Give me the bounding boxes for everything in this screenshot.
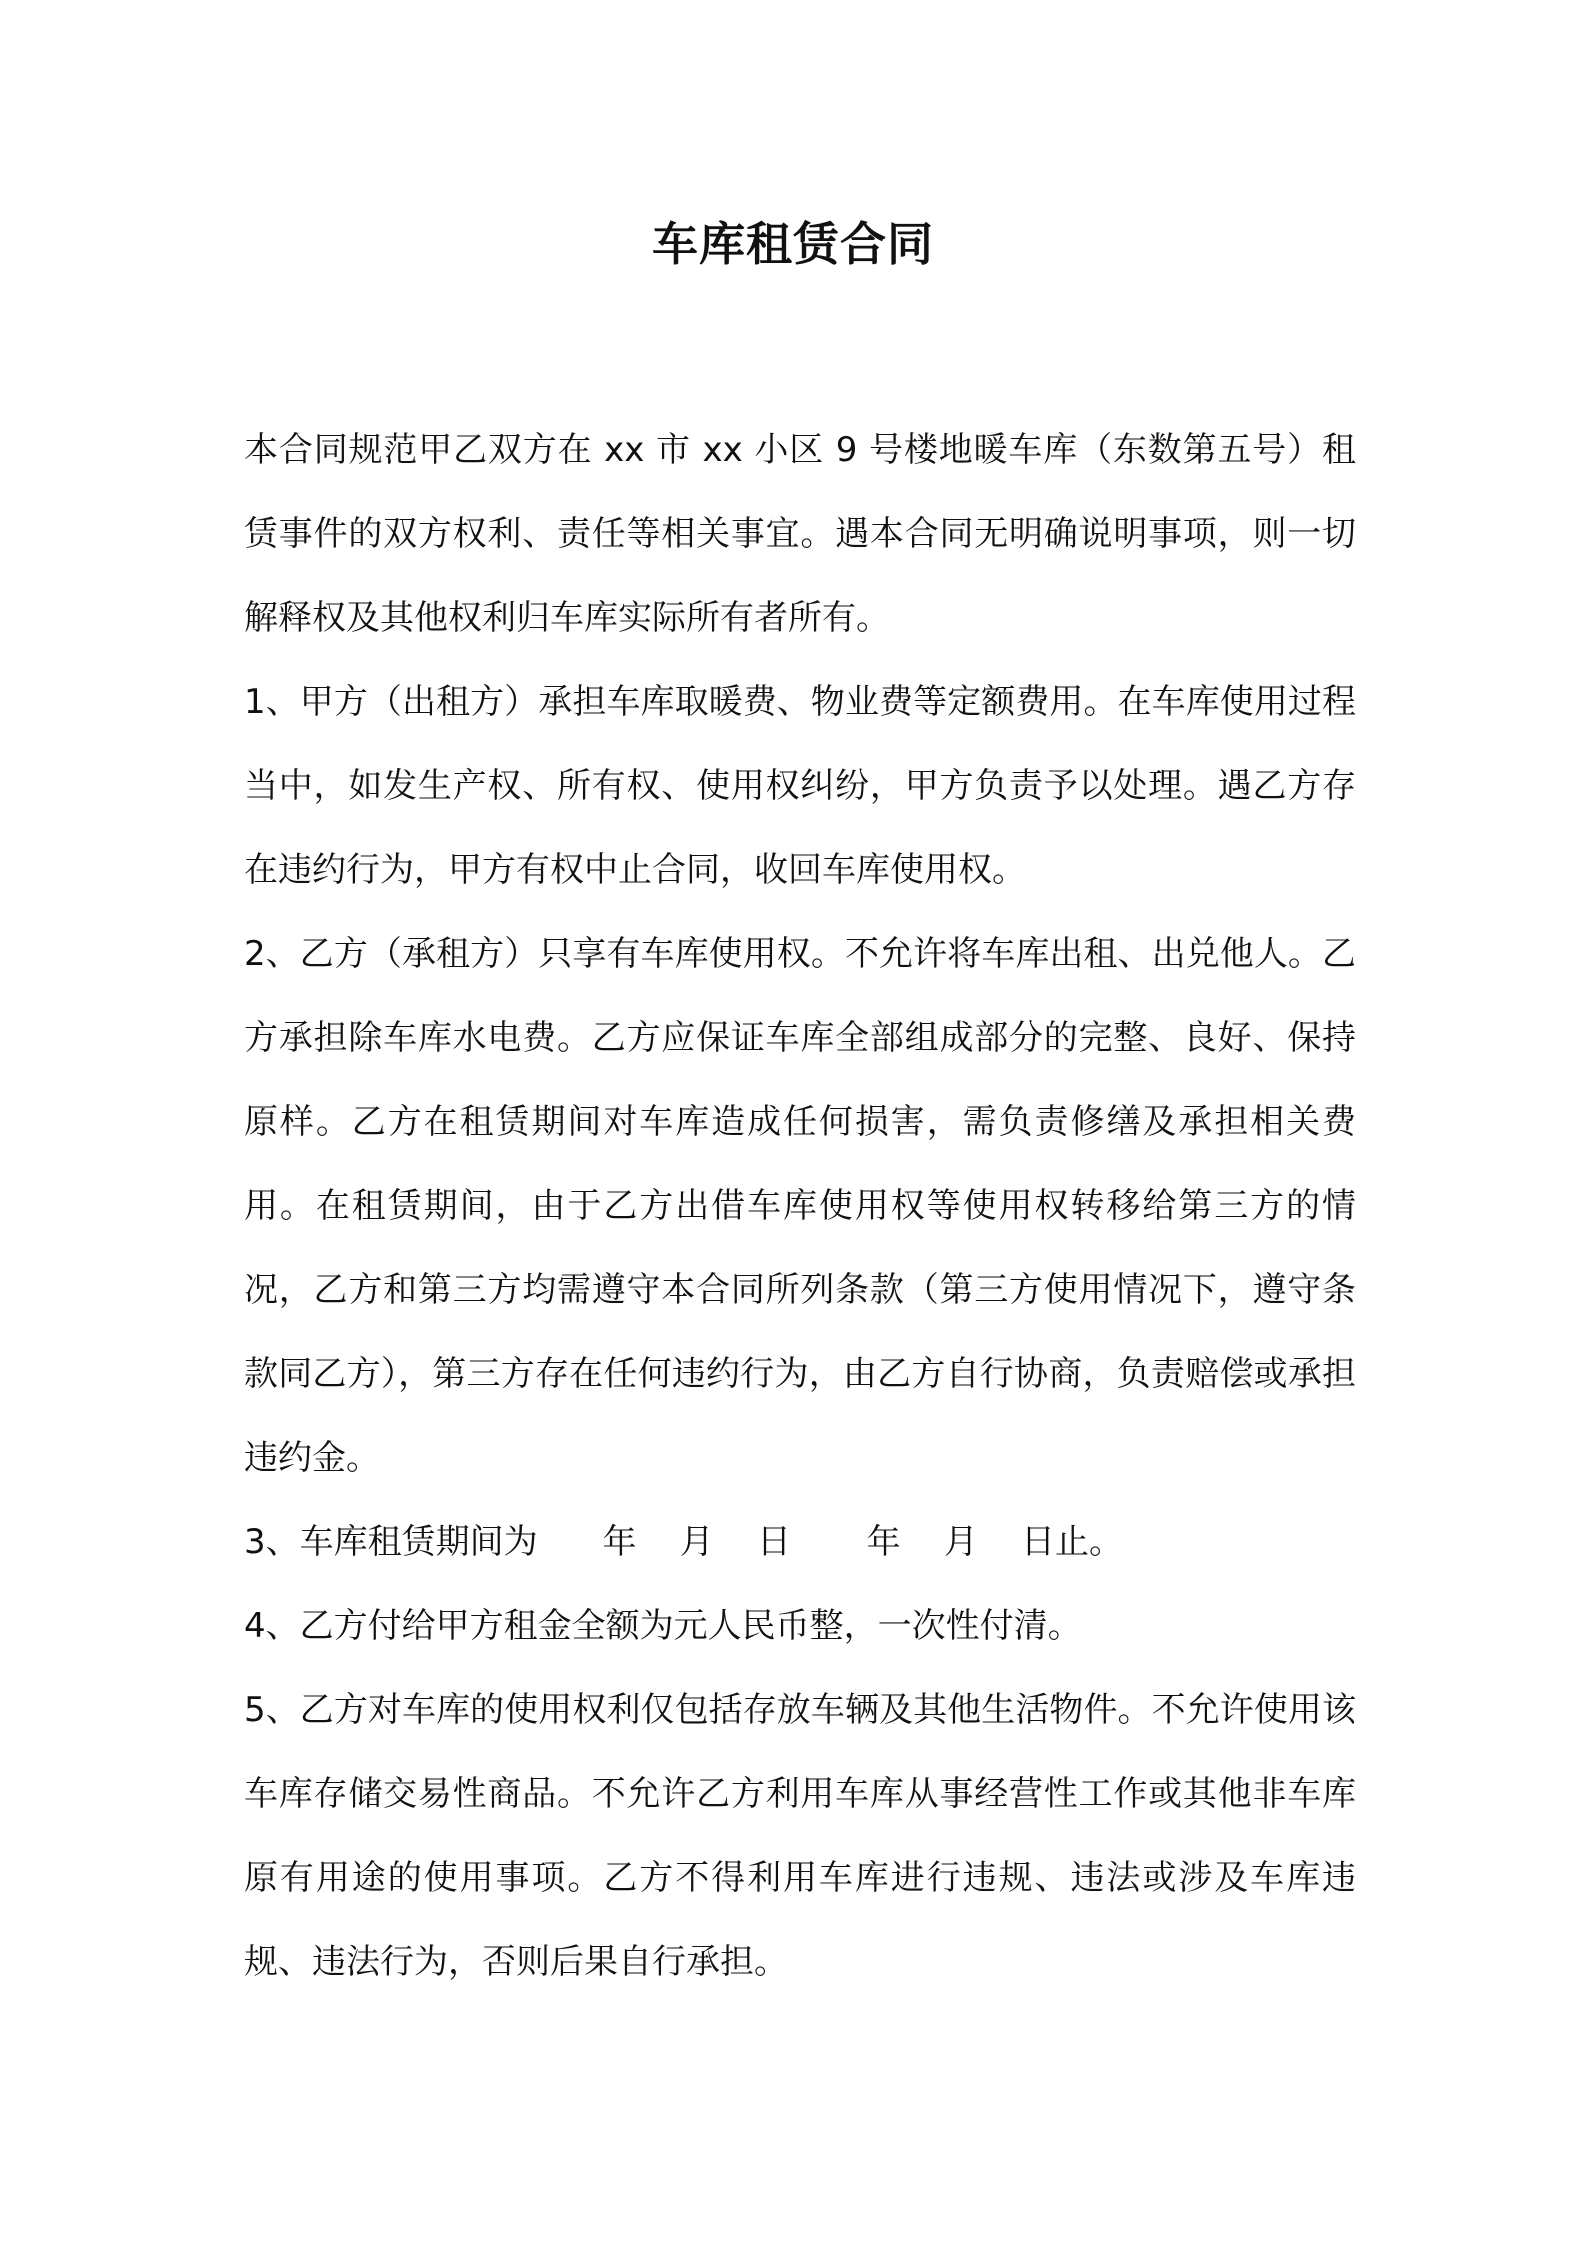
clause-2-paragraph: 2、乙方（承租方）只享有车库使用权。不允许将车库出租、出兑他人。乙方承担除车库水电费。乙方应保证车库全部组成部分的完整、良好、保持原样。乙方在租赁期间对车库造成任何损害，需负责修缮及承担相关费用。在租赁期间，由于乙方出借车库使用权等使用权转移给第三方的情况，乙方和第三方均需遵守本合同所列条款（第三方使用情况下，遵守条款同乙方），第三方存在任何违约行为，由乙方自行协商，负责赔偿或承担违约金。 [244,934,1356,1478]
clause-1-paragraph: 1、甲方（出租方）承担车库取暖费、物业费等定额费用。在车库使用过程当中，如发生产权、所有权、使用权纠纷，甲方负责予以处理。遇乙方存在违约行为，甲方有权中止合同，收回车库使用权。 [244,682,1356,890]
preamble-paragraph: 本合同规范甲乙双方在 xx 市 xx 小区 9 号楼地暖车库（东数第五号）租赁事件的双方权利、责任等相关事宜。遇本合同无明确说明事项，则一切解释权及其他权利归车库实际所有者所有。 [244,430,1356,638]
clause-5-paragraph: 5、乙方对车库的使用权利仅包括存放车辆及其他生活物件。不允许使用该车库存储交易性商品。不允许乙方利用车库从事经营性工作或其他非车库原有用途的使用事项。乙方不得利用车库进行违规、违法或涉及车库违规、违法行为，否则后果自行承担。 [244,1690,1356,1982]
document-body [244,408,1356,2004]
clause-4-paragraph: 4、乙方付给甲方租金全额为元人民币整，一次性付清。 [244,1606,1082,1646]
clause-3-paragraph: 3、车库租赁期间为 年 月 日 年 月 日止。 [244,1522,1124,1562]
document-title: 车库租赁合同 [652,217,934,271]
